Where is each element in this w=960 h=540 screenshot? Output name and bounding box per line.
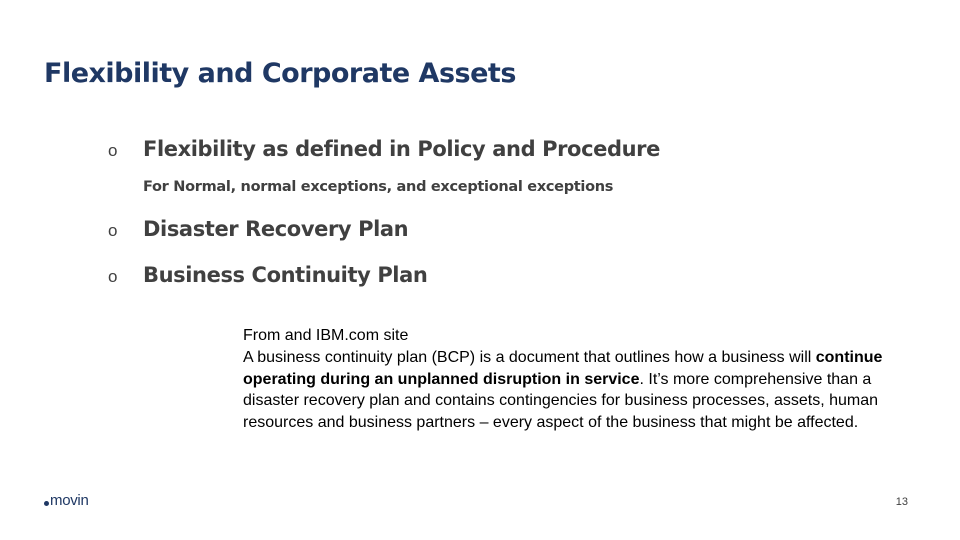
quote-text-after: . It’s more comprehensive than a disaster recovery plan and contains contingencies for business processes, assets, human resources and business partners – every aspect of the business that might be affected. [243,370,879,432]
quote-source: From and IBM.com site [243,327,409,344]
quote-body [243,347,883,434]
quote-text-before: A business continuity plan (BCP) is a document that outlines how a business will [243,348,816,366]
bullet-item-flexibility [108,137,660,161]
bullet-label: Flexibility as defined in Policy and Procedure [143,137,660,161]
bullet-circle-icon: o [108,141,118,160]
logo-dot-icon [44,501,49,506]
bullet-circle-icon: o [108,221,118,240]
bullet-item-disaster-recovery [108,217,408,241]
quote-text-bold: continue operating during an unplanned disruption in service [243,348,883,388]
bullet-label: Disaster Recovery Plan [143,217,409,241]
page-number: 13 [895,496,908,508]
logo-text: movin [50,491,89,509]
movin-logo [44,491,89,509]
quote-block [243,325,883,434]
sub-bullet-text: For Normal, normal exceptions, and exceptional exceptions [143,179,614,195]
bullet-item-business-continuity [108,263,427,287]
slide-title: Flexibility and Corporate Assets [44,58,516,89]
bullet-circle-icon: o [108,267,118,286]
bullet-label: Business Continuity Plan [143,263,428,287]
